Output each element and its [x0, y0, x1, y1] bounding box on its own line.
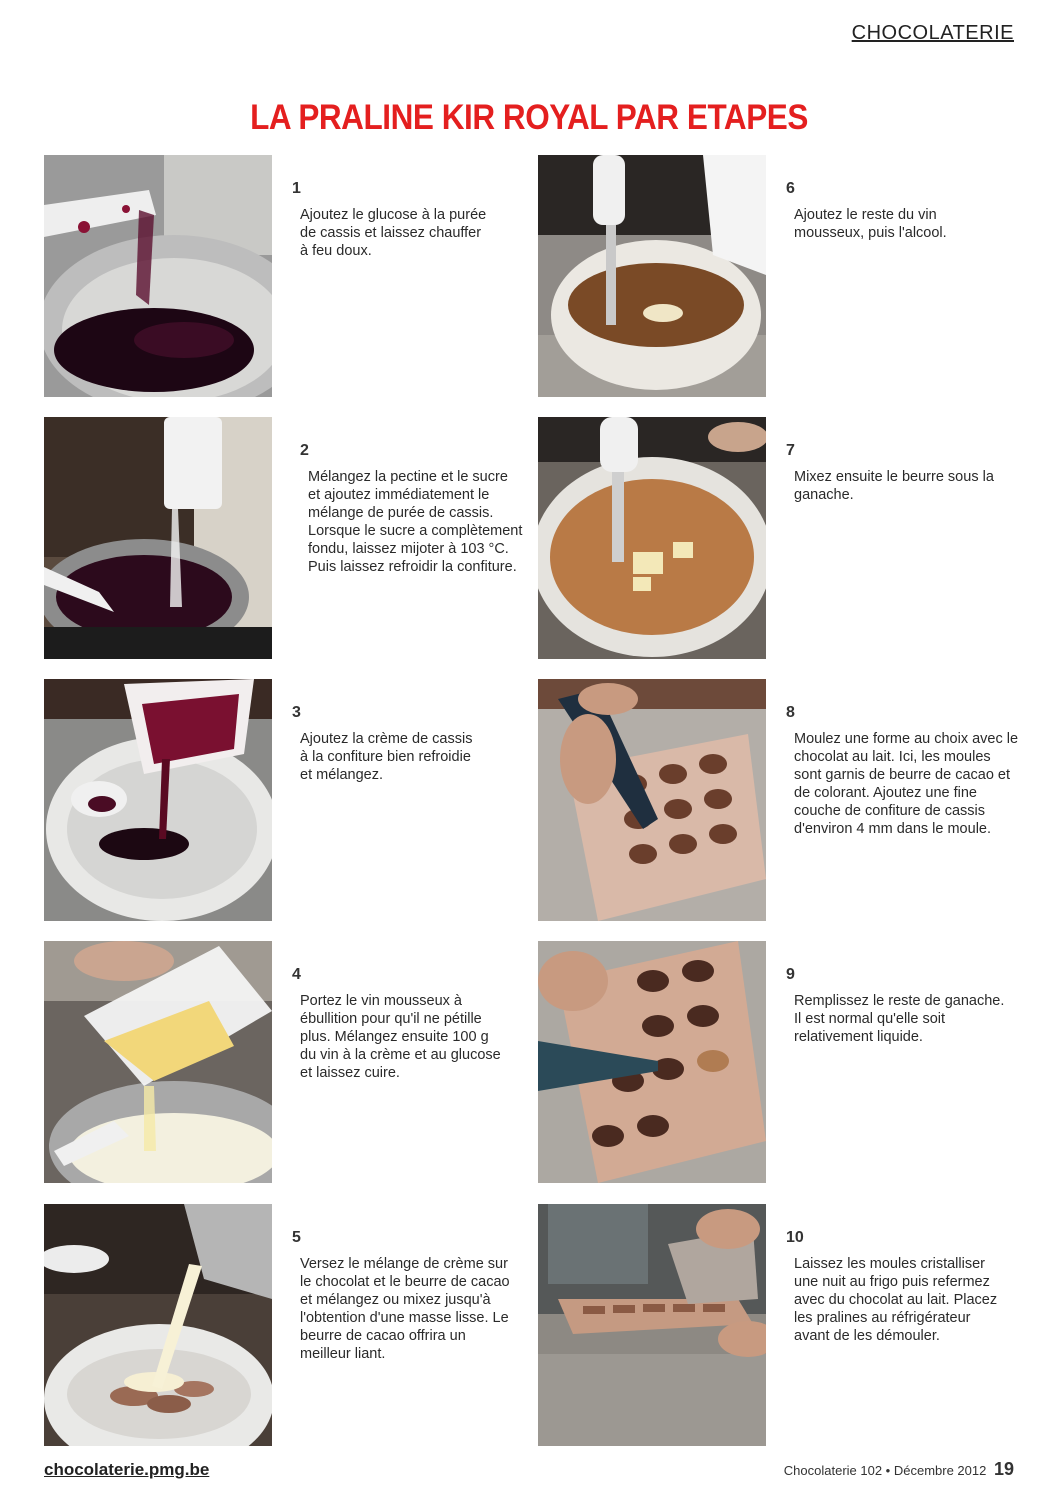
step-5 [292, 1229, 512, 1363]
footer-website[interactable]: chocolaterie.pmg.be [44, 1460, 210, 1479]
step-text: Remplissez le reste de ganache. Il est normal qu'elle soit relativement liquide. [794, 993, 1005, 1045]
step-text: Ajoutez la crème de cassis à la confiture bien refroidie et mélangez. [300, 731, 473, 783]
step-text: Laissez les moules cristalliser une nuit au frigo puis refermez avec du chocolat au lait. Placez les pralines au réfrigérateur avant de les démouler. [794, 1256, 998, 1344]
step-text: Mélangez la pectine et le sucre et ajoutez immédiatement le mélange de purée de cassis. Lorsque le sucre a complètement fondu, laissez mijoter à 103 °C. Puis laissez refroidir la confiture. [308, 469, 523, 575]
step-number: 3 [292, 704, 301, 721]
page-title: LA PRALINE KIR ROYAL PAR ETAPES [250, 98, 808, 137]
step-1 [292, 180, 512, 260]
step-3-photo [44, 679, 272, 921]
step-6 [786, 180, 1006, 242]
step-text: Moulez une forme au choix avec le chocolat au lait. Ici, les moules sont garnis de beurre de cacao et de colorant. Ajoutez une fine couche de confiture de cassis d'environ 4 mm dans le moule. [794, 731, 1019, 837]
step-2-photo [44, 417, 272, 659]
step-3 [292, 704, 512, 784]
step-1-photo [44, 155, 272, 397]
step-number: 6 [786, 180, 795, 197]
step-text: Ajoutez le reste du vin mousseux, puis l'alcool. [794, 207, 947, 241]
step-text: Ajoutez le glucose à la purée de cassis et laissez chauffer à feu doux. [300, 207, 487, 259]
step-7 [786, 442, 1006, 504]
step-number: 8 [786, 704, 795, 721]
step-10 [786, 1229, 1006, 1345]
step-number: 4 [292, 966, 301, 983]
step-number: 7 [786, 442, 795, 459]
step-8-photo [538, 679, 766, 921]
step-2 [300, 442, 523, 576]
step-number: 1 [292, 180, 301, 197]
issue-label: Chocolaterie 102 • Décembre 2012 [783, 1463, 987, 1478]
step-number: 10 [786, 1229, 804, 1246]
step-text: Portez le vin mousseux à ébullition pour qu'il ne pétille plus. Mélangez ensuite 100 g du vin à la crème et au glucose et laissez cuire. [300, 993, 501, 1081]
step-9 [786, 966, 1006, 1046]
step-9-photo [538, 941, 766, 1183]
step-text: Mixez ensuite le beurre sous la ganache. [794, 469, 994, 503]
step-4 [292, 966, 512, 1082]
step-text: Versez le mélange de crème sur le chocolat et le beurre de cacao et mélangez ou mixez jusqu'à l'obtention d'une masse lisse. Le beurre de cacao offrira un meilleur liant. [300, 1256, 510, 1362]
step-number: 5 [292, 1229, 301, 1246]
step-number: 2 [300, 442, 309, 459]
page-number: 19 [993, 1459, 1014, 1479]
step-6-photo [538, 155, 766, 397]
step-number: 9 [786, 966, 795, 983]
step-7-photo [538, 417, 766, 659]
step-10-photo [538, 1204, 766, 1446]
step-4-photo [44, 941, 272, 1183]
section-tag: CHOCOLATERIE [851, 22, 1014, 44]
step-5-photo [44, 1204, 272, 1446]
step-8 [786, 704, 1019, 838]
footer-issue-info [784, 1459, 1014, 1480]
